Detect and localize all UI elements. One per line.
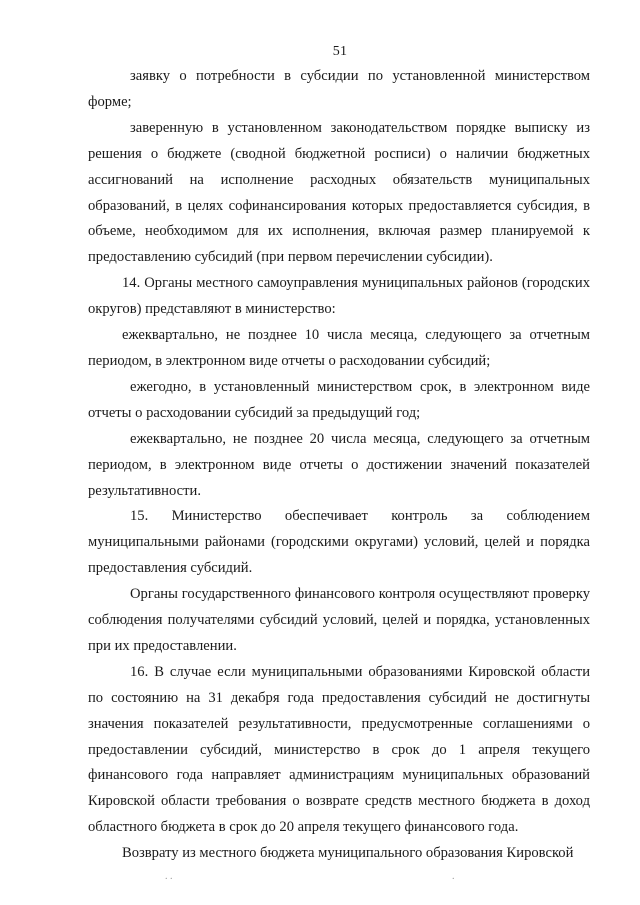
paragraph-refund-from-local-budget: Возврату из местного бюджета муниципального образования Кировской xyxy=(122,845,574,862)
document-body xyxy=(88,64,590,867)
scan-artifact: . . xyxy=(165,871,173,882)
paragraph-financial-control-bodies: Органы государственного финансового контроля осуществляют проверку соблюдения получателями субсидий условий, целей и порядка, установленных при их предоставлении. xyxy=(88,586,590,654)
paragraph-application-request: заявку о потребности в субсидии по установленной министерством форме; xyxy=(88,68,590,110)
paragraph-quarterly-spending-report: ежеквартально, не позднее 10 числа месяца, следующего за отчетным периодом, в электронном виде отчеты о расходовании субсидий; xyxy=(88,327,590,369)
paragraph-item-16: 16. В случае если муниципальными образованиями Кировской области по состоянию на 31 декабря года предоставления субсидий не достигнуты значения показателей результативности, предусмотренные соглашениями о предоставлении субсидий, министерство в срок до 1 апреля текущего финансового года направляет администрациям муниципальных образований Кировской области требования о возврате средств местного бюджета в доход областного бюджета в срок до 20 апреля текущего финансового года. xyxy=(88,663,590,836)
page-number: 51 xyxy=(332,44,348,59)
paragraph-quarterly-performance-report: ежеквартально, не позднее 20 числа месяца, следующего за отчетным периодом, в электронном виде отчеты о достижении значений показателей результативности. xyxy=(88,430,590,499)
paragraph-annual-spending-report: ежегодно, в установленный министерством срок, в электронном виде отчеты о расходовании субсидий за предыдущий год; xyxy=(88,378,590,421)
scan-artifact: . xyxy=(452,871,455,882)
paragraph-item-14: 14. Органы местного самоуправления муниципальных районов (городских округов) представляют в министерство: xyxy=(88,275,590,318)
paragraph-budget-extract: заверенную в установленном законодательством порядке выписку из решения о бюджете (сводной бюджетной росписи) о наличии бюджетных ассигнований на исполнение расходных обязательств муниципальных образований, в целях софинансирования которых предоставляется субсидия, в объеме, необходимом для их исполнения, включая размер планируемой к предоставлению субсидий (при первом перечислении субсидии). xyxy=(88,119,590,266)
paragraph-item-15: 15. Министерство обеспечивает контроль за соблюдением муниципальными районами (городскими округами) условий, целей и порядка предоставления субсидий. xyxy=(88,508,590,577)
